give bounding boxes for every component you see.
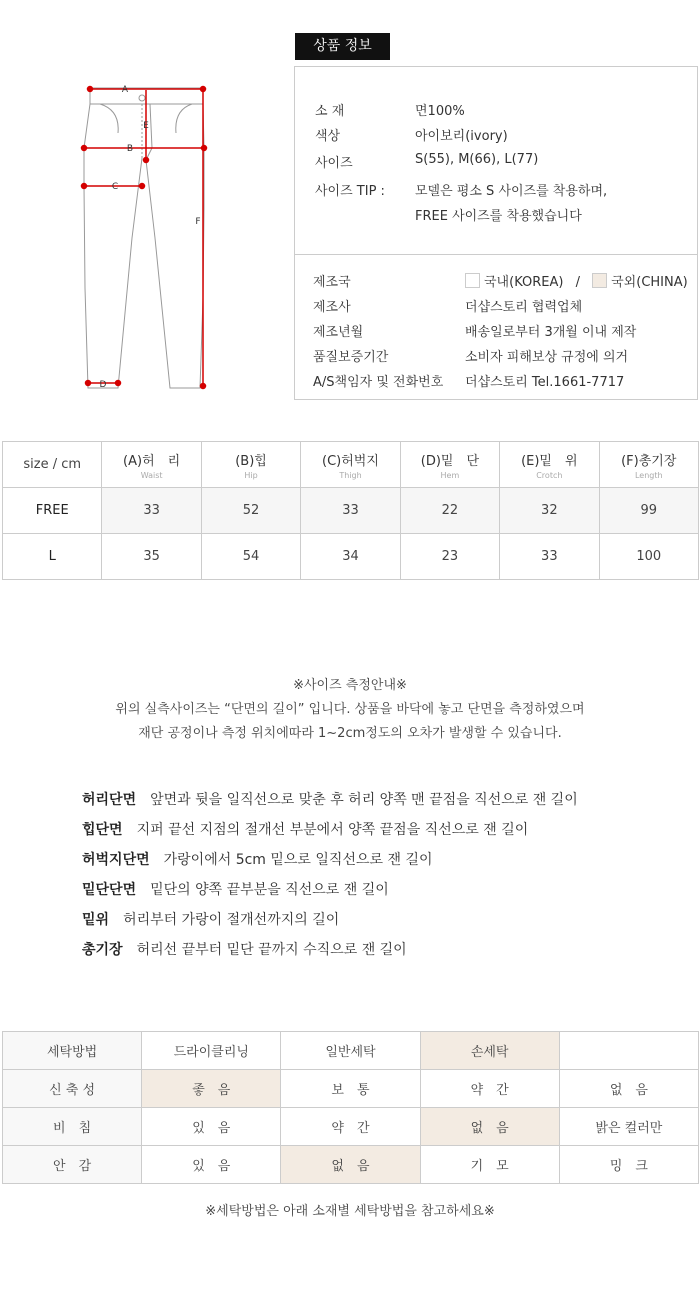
size-header-waist: (A)허 리 Waist [102,442,201,488]
pants-measurement-diagram [70,78,220,398]
term-length: 총기장 허리선 끝부터 밑단 끝까지 수직으로 잰 길이 [82,942,407,958]
wash-table [2,1031,699,1184]
wash-row-sheer [3,1108,699,1146]
wash-cell: 밝은 컬러만 [559,1108,698,1146]
info-value-size-tip-2: FREE 사이즈를 착용했습니다 [415,209,582,224]
size-notice-title: ※사이즈 측정안내※ [293,678,407,693]
size-cell: 33 [500,534,599,580]
size-notice-line1: 위의 실측사이즈는 “단면의 길이” 입니다. 상품을 바닥에 놓고 단면을 측정하였으며 [115,702,585,717]
wash-option-dry: 드라이클리닝 [142,1032,281,1070]
wash-option-empty [559,1032,698,1070]
wash-option-hand: 손세탁 [420,1032,559,1070]
term-hip: 힙단면 지퍼 끝선 지점의 절개선 부분에서 양쪽 끝점을 직선으로 잰 길이 [82,822,529,838]
wash-header-label: 세탁방법 [3,1032,142,1070]
size-table-header [3,442,699,488]
origin-china: 국외(CHINA) [611,275,688,290]
size-notice-line2: 재단 공정이나 측정 위치에따라 1~2cm정도의 오차가 발생할 수 있습니다. [138,726,562,741]
term-thigh: 허벅지단면 가랑이에서 5cm 밑으로 일직선으로 잰 길이 [82,852,433,868]
size-header-hip: (B)힙 Hip [201,442,300,488]
size-header-thigh: (C)허벅지 Thigh [301,442,400,488]
size-header-length: (F)총기장 Length [599,442,698,488]
wash-option-normal: 일반세탁 [281,1032,420,1070]
wash-cell: 없 음 [420,1108,559,1146]
term-waist: 허리단면 앞면과 뒷을 일직선으로 맞춘 후 허리 양쪽 맨 끝점을 직선으로 잰 길이 [82,792,578,808]
term-hem: 밑단단면 밑단의 양쪽 끝부분을 직선으로 잰 길이 [82,882,389,898]
wash-cell: 있 음 [142,1146,281,1184]
label-d: D [99,380,107,390]
info-label-origin: 제조국 [313,275,351,290]
term-rise: 밑위 허리부터 가랑이 절개선까지의 길이 [82,912,340,928]
info-value-origin [465,271,688,290]
size-cell: 35 [102,534,201,580]
wash-cell: 약 간 [281,1108,420,1146]
origin-slash: / [575,275,580,290]
info-value-as: 더샵스토리 Tel.1661-7717 [465,375,625,390]
size-cell: 33 [301,488,400,534]
label-e: E [143,121,149,131]
wash-cell: 기 모 [420,1146,559,1184]
origin-korea: 국내(KOREA) [484,275,564,290]
size-row-l [3,534,699,580]
size-cell: 22 [400,488,499,534]
wash-cell: 없 음 [559,1070,698,1108]
wash-row-lining [3,1146,699,1184]
product-info-divider [294,254,698,255]
info-label-color: 색상 [315,129,341,144]
info-label-date: 제조년월 [313,325,364,340]
wash-footer-note: ※세탁방법은 아래 소재별 세탁방법을 참고하세요※ [205,1204,495,1219]
info-label-warranty: 품질보증기간 [313,350,389,365]
size-row-label: L [3,534,102,580]
info-value-date: 배송일로부터 3개월 이내 제작 [465,325,637,340]
size-row-free [3,488,699,534]
wash-row-label: 안 감 [3,1146,142,1184]
size-cell: 54 [201,534,300,580]
wash-cell: 좋 음 [142,1070,281,1108]
info-label-size: 사이즈 [315,156,353,171]
size-cell: 99 [599,488,698,534]
wash-row-label: 신 축 성 [3,1070,142,1108]
korea-swatch [465,273,480,288]
info-value-color: 아이보리(ivory) [415,129,508,144]
size-cell: 100 [599,534,698,580]
info-label-as: A/S책임자 및 전화번호 [313,375,444,390]
label-f: F [195,217,201,227]
info-label-size-tip: 사이즈 TIP : [315,184,385,199]
label-b: B [126,144,134,154]
wash-header-row [3,1032,699,1070]
size-cell: 34 [301,534,400,580]
size-cell: 23 [400,534,499,580]
size-corner: size / cm [3,442,102,488]
info-value-maker: 더샵스토리 협력업체 [465,300,583,315]
wash-cell: 약 간 [420,1070,559,1108]
product-info-tag: 상품 정보 [295,33,390,60]
info-value-size-tip: 모델은 평소 S 사이즈를 착용하며, [415,184,608,199]
china-swatch [592,273,607,288]
size-cell: 33 [102,488,201,534]
label-a: A [121,85,129,95]
wash-cell: 밍 크 [559,1146,698,1184]
wash-row-stretch [3,1070,699,1108]
info-value-warranty: 소비자 피해보상 규정에 의거 [465,350,629,365]
info-label-maker: 제조사 [313,300,351,315]
size-cell: 52 [201,488,300,534]
wash-cell: 보 통 [281,1070,420,1108]
info-label-material: 소 재 [315,104,345,119]
info-value-size: S(55), M(66), L(77) [415,152,539,167]
wash-cell: 없 음 [281,1146,420,1184]
size-cell: 32 [500,488,599,534]
size-header-hem: (D)밑 단 Hem [400,442,499,488]
size-table [2,441,699,580]
info-value-material: 면100% [415,104,465,119]
size-row-label: FREE [3,488,102,534]
wash-row-label: 비 침 [3,1108,142,1146]
size-header-crotch: (E)밑 위 Crotch [500,442,599,488]
label-c: C [111,182,119,192]
wash-cell: 있 음 [142,1108,281,1146]
